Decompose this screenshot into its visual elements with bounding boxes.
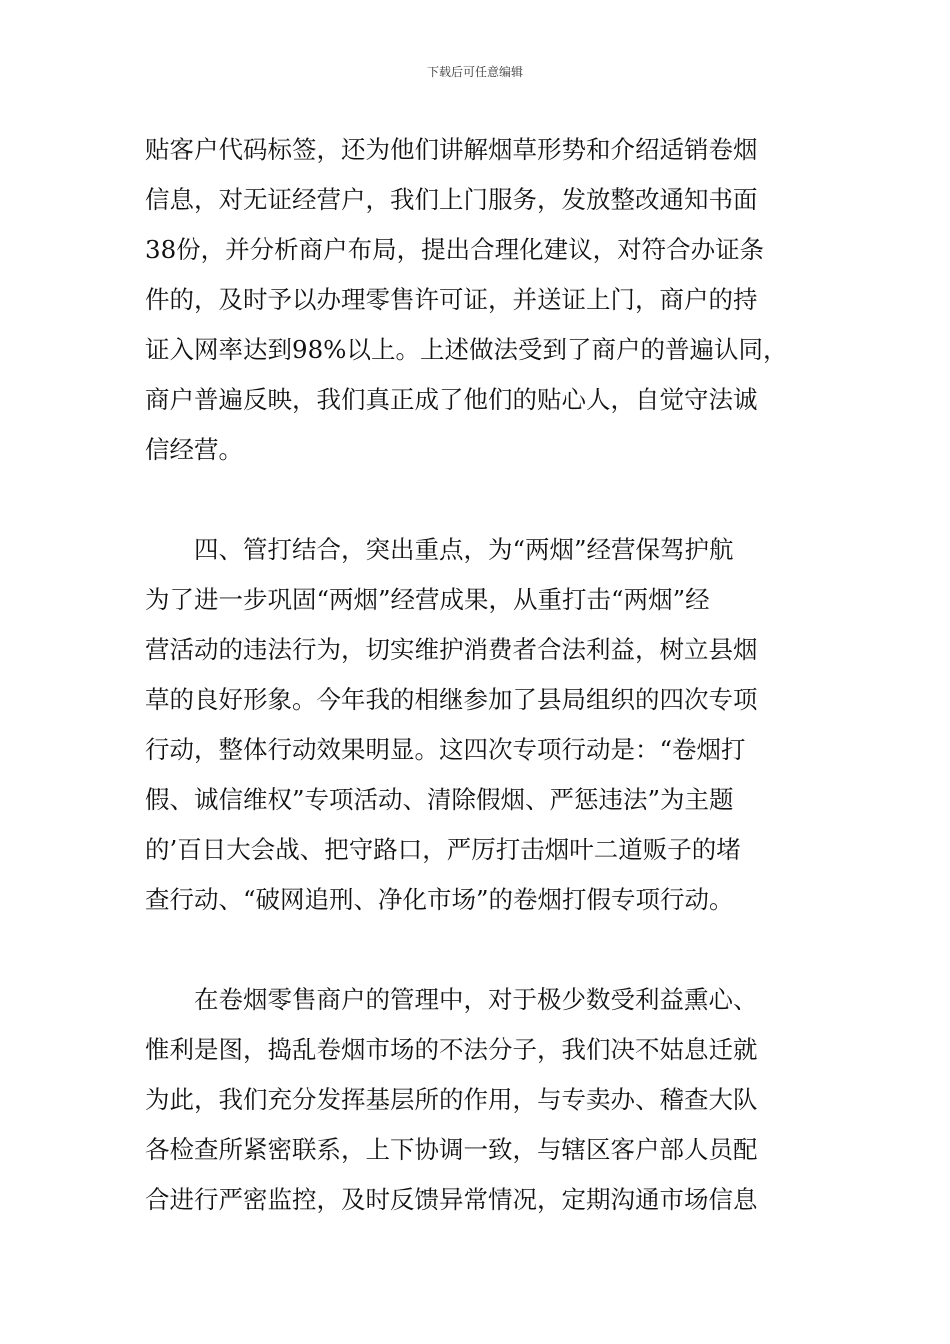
paragraph-3	[145, 975, 810, 1225]
text-line: 38份，并分析商户布局，提出合理化建议，对符合办证条	[145, 235, 765, 264]
page-header: 下载后可任意编辑	[426, 65, 523, 79]
text-line: 行动，整体行动效果明显。这四次专项行动是：“卷烟打	[145, 735, 746, 764]
text-line: 营活动的违法行为，切实维护消费者合法利益，树立县烟	[145, 635, 758, 664]
text-line: 证入网率达到98%以上。上述做法受到了商户的普遍认同，	[145, 335, 788, 364]
text-line: 查行动、“破网追刑、净化市场”的卷烟打假专项行动。	[145, 885, 734, 914]
text-line: 假、诚信维权”专项活动、清除假烟、严惩违法”为主题	[145, 785, 734, 814]
text-line: 信息，对无证经营户，我们上门服务，发放整改通知书面	[145, 185, 758, 214]
text-line: 信经营。	[145, 435, 243, 464]
text-line: 合进行严密监控，及时反馈异常情况，定期沟通市场信息	[145, 1185, 758, 1214]
text-line: 在卷烟零售商户的管理中，对于极少数受利益熏心、	[194, 985, 758, 1014]
text-line: 件的，及时予以办理零售许可证，并送证上门，商户的持	[145, 285, 758, 314]
text-line: 草的良好形象。今年我的相继参加了县局组织的四次专项	[145, 685, 758, 714]
text-line: 为了进一步巩固“两烟”经营成果，从重打击“两烟”经	[145, 585, 710, 614]
text-line: 的’百日大会战、把守路口，严厉打击烟叶二道贩子的堵	[145, 835, 741, 864]
paragraph-spacer	[145, 475, 810, 525]
text-line: 惟利是图，捣乱卷烟市场的不法分子，我们决不姑息迁就	[145, 1035, 758, 1064]
paragraph-2	[145, 525, 810, 925]
section-heading: 四、管打结合，突出重点，为“两烟”经营保驾护航	[194, 535, 734, 564]
text-line: 贴客户代码标签，还为他们讲解烟草形势和介绍适销卷烟	[145, 135, 758, 164]
text-line: 为此，我们充分发挥基层所的作用，与专卖办、稽查大队	[145, 1085, 758, 1114]
paragraph-1	[145, 125, 810, 475]
text-line: 商户普遍反映，我们真正成了他们的贴心人，自觉守法诚	[145, 385, 758, 414]
text-line: 各检查所紧密联系，上下协调一致，与辖区客户部人员配	[145, 1135, 758, 1164]
paragraph-spacer	[145, 925, 810, 975]
document-body	[145, 125, 810, 1225]
